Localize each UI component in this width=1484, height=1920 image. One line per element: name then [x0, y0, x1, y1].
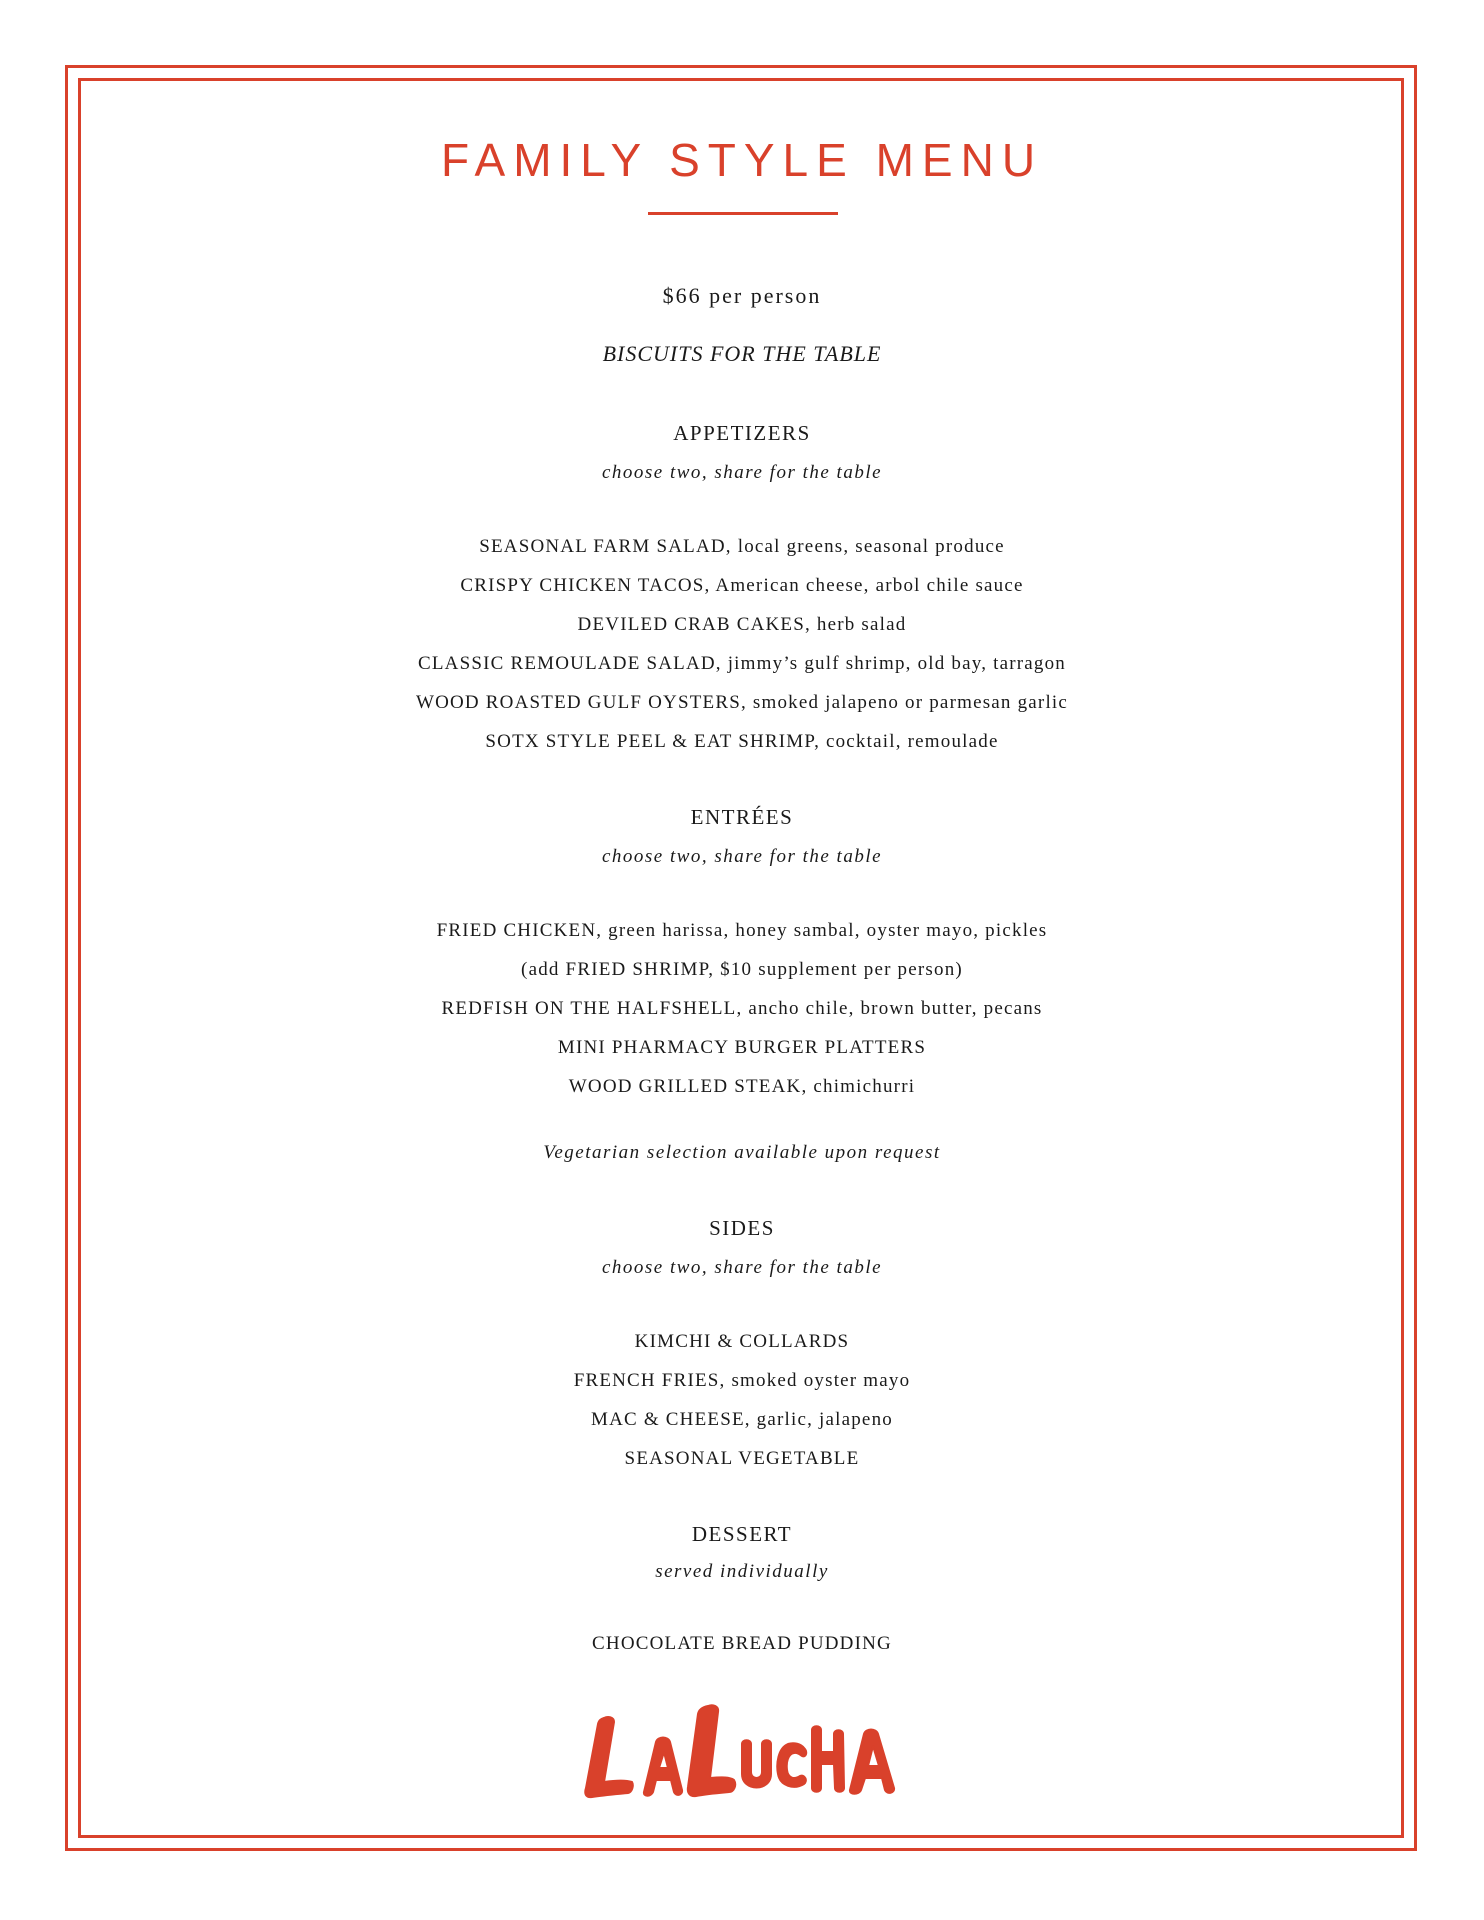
entree-item: FRIED CHICKEN, green harissa, honey sambal, oyster mayo, pickles	[436, 920, 1048, 941]
entree-item: WOOD GRILLED STEAK, chimichurri	[568, 1076, 916, 1097]
dessert-heading: DESSERT	[691, 1522, 793, 1546]
menu-title: FAMILY STYLE MENU	[440, 134, 1044, 186]
appetizer-item: CLASSIC REMOULADE SALAD, jimmy’s gulf shrimp, old bay, tarragon	[417, 653, 1067, 674]
entree-item: MINI PHARMACY BURGER PLATTERS	[557, 1037, 927, 1058]
dessert-item: CHOCOLATE BREAD PUDDING	[592, 1633, 892, 1654]
entree-item: (add FRIED SHRIMP, $10 supplement per person)	[521, 959, 963, 980]
price-per-person: $66 per person	[662, 283, 822, 308]
appetizer-item: SOTX STYLE PEEL & EAT SHRIMP, cocktail, remoulade	[485, 731, 999, 752]
side-item: KIMCHI & COLLARDS	[634, 1331, 850, 1352]
appetizer-item: CRISPY CHICKEN TACOS, American cheese, arbol chile sauce	[460, 575, 1024, 596]
entree-item: REDFISH ON THE HALFSHELL, ancho chile, brown butter, pecans	[441, 998, 1043, 1019]
appetizer-item: WOOD ROASTED GULF OYSTERS, smoked jalapeno or parmesan garlic	[415, 692, 1069, 713]
title-underline	[648, 212, 838, 215]
appetizer-item: DEVILED CRAB CAKES, herb salad	[577, 614, 907, 635]
appetizer-item: SEASONAL FARM SALAD, local greens, seasonal produce	[479, 536, 1005, 557]
side-item: SEASONAL VEGETABLE	[624, 1448, 860, 1469]
appetizers-note: choose two, share for the table	[601, 462, 883, 483]
entrees-note: choose two, share for the table	[601, 846, 883, 867]
sides-heading: SIDES	[709, 1216, 775, 1240]
dessert-note: served individually	[655, 1561, 829, 1582]
biscuits-line: BISCUITS FOR THE TABLE	[602, 341, 882, 366]
la-lucha-logo	[582, 1700, 902, 1810]
sides-note: choose two, share for the table	[601, 1257, 883, 1278]
entrees-heading: ENTRÉES	[690, 805, 794, 829]
appetizers-heading: APPETIZERS	[673, 421, 811, 445]
side-item: FRENCH FRIES, smoked oyster mayo	[573, 1370, 911, 1391]
side-item: MAC & CHEESE, garlic, jalapeno	[591, 1409, 893, 1430]
vegetarian-note: Vegetarian selection available upon request	[543, 1142, 941, 1163]
